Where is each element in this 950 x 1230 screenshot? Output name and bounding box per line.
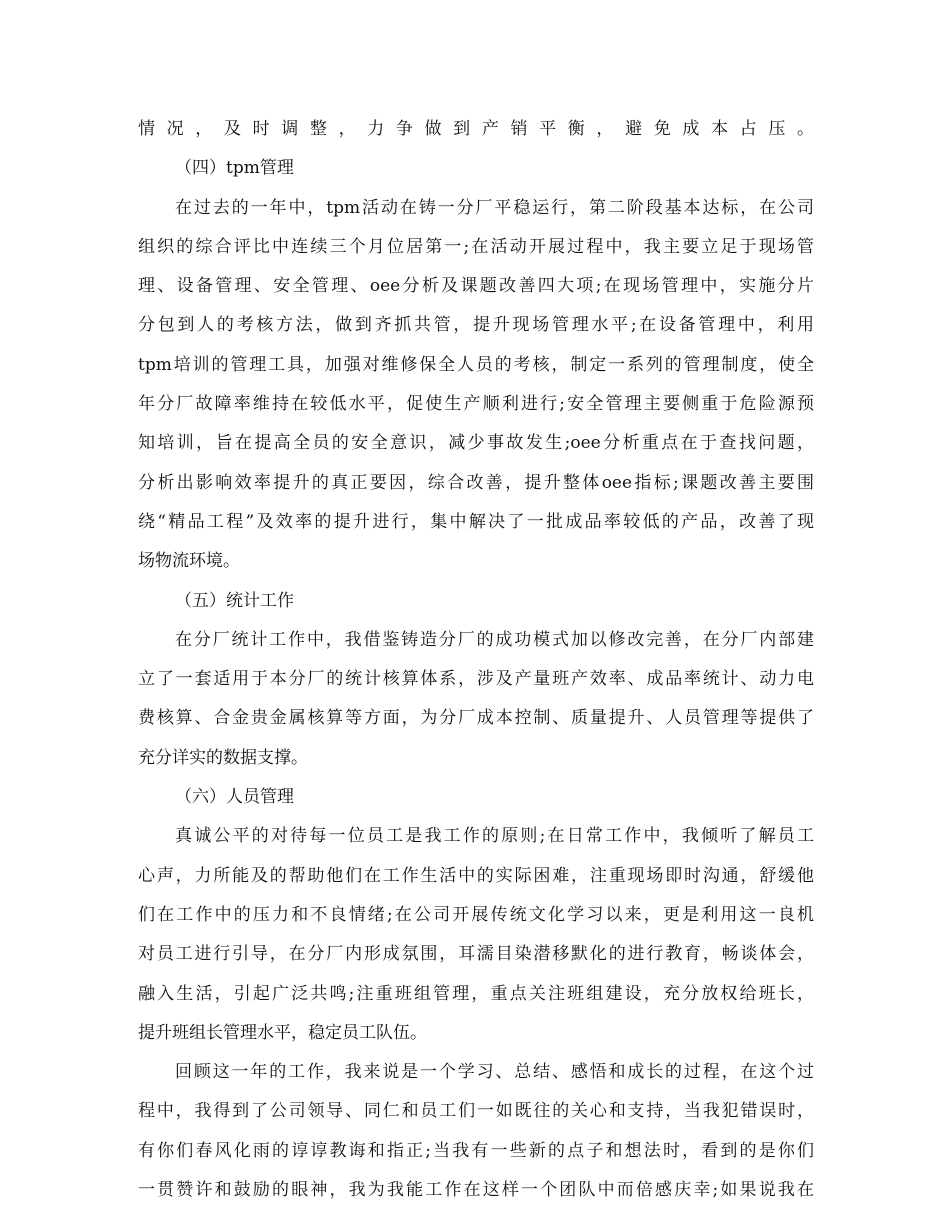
text-line: 融入生活，引起广泛共鸣;注重班组管理，重点关注班组建设，充分放权给班长， [138, 983, 814, 1004]
text-line: 知培训，旨在提高全员的安全意识，减少事故发生;oee分析重点在于查找问题， [138, 433, 814, 454]
section-heading [138, 582, 814, 621]
text-line: 组织的综合评比中连续三个月位居第一;在活动开展过程中，我主要立足于现场管 [138, 236, 814, 257]
heading-text: （六）人员管理 [175, 787, 294, 808]
heading-text: （四）tpm管理 [175, 158, 294, 179]
text-line: 理、设备管理、安全管理、oee分析及课题改善四大项;在现场管理中，实施分片 [138, 276, 814, 297]
text-line: 场物流环境。 [138, 551, 240, 572]
paragraph [138, 189, 814, 582]
text-line: 分析出影响效率提升的真正要因，综合改善，提升整体oee指标;课题改善主要围 [138, 472, 814, 493]
paragraph [138, 621, 814, 778]
text-line: 程中，我得到了公司领导、同仁和员工们一如既往的关心和支持，当我犯错误时， [138, 1101, 814, 1122]
text-line: 回顾这一年的工作，我来说是一个学习、总结、感悟和成长的过程，在这个过 [175, 1062, 814, 1083]
text-line: 绕“精品工程”及效率的提升进行，集中解决了一批成品率较低的产品，改善了现 [138, 511, 814, 532]
text-line: 在分厂统计工作中，我借鉴铸造分厂的成功模式加以修改完善，在分厂内部建 [175, 629, 814, 650]
document-body [138, 110, 814, 1210]
text-line: 立了一套适用于本分厂的统计核算体系，涉及产量班产效率、成品率统计、动力电 [138, 669, 814, 690]
heading-text: （五）统计工作 [175, 590, 294, 611]
text-line: 费核算、合金贵金属核算等方面，为分厂成本控制、质量提升、人员管理等提供了 [138, 708, 814, 729]
paragraph [138, 1053, 814, 1210]
text-line: 情况，及时调整，力争做到产销平衡，避免成本占压。 [138, 119, 814, 139]
text-line: tpm培训的管理工具，加强对维修保全人员的考核，制定一系列的管理制度，使全 [138, 354, 814, 375]
section-heading [138, 778, 814, 817]
text-line: 有你们春风化雨的谆谆教诲和指正;当我有一些新的点子和想法时，看到的是你们 [138, 1140, 814, 1161]
text-line: 心声，力所能及的帮助他们在工作生活中的实际困难，注重现场即时沟通，舒缓他 [138, 865, 814, 886]
text-line: 在过去的一年中，tpm活动在铸一分厂平稳运行，第二阶段基本达标，在公司 [175, 197, 814, 218]
text-line: 对员工进行引导，在分厂内形成氛围，耳濡目染潜移默化的进行教育，畅谈体会， [138, 944, 814, 965]
text-line: 充分详实的数据支撑。 [138, 747, 308, 768]
paragraph [138, 817, 814, 1053]
section-heading [138, 149, 814, 188]
text-line: 一贯赞许和鼓励的眼神，我为我能工作在这样一个团队中而倍感庆幸;如果说我在 [138, 1180, 814, 1201]
text-line: 们在工作中的压力和不良情绪;在公司开展传统文化学习以来，更是利用这一良机 [138, 904, 814, 925]
text-line: 真诚公平的对待每一位员工是我工作的原则;在日常工作中，我倾听了解员工 [175, 826, 814, 847]
text-line: 分包到人的考核方法，做到齐抓共管，提升现场管理水平;在设备管理中，利用 [138, 315, 814, 336]
paragraph [138, 110, 814, 149]
text-line: 年分厂故障率维持在较低水平，促使生产顺利进行;安全管理主要侧重于危险源预 [138, 394, 814, 415]
text-line: 提升班组长管理水平，稳定员工队伍。 [138, 1022, 427, 1043]
